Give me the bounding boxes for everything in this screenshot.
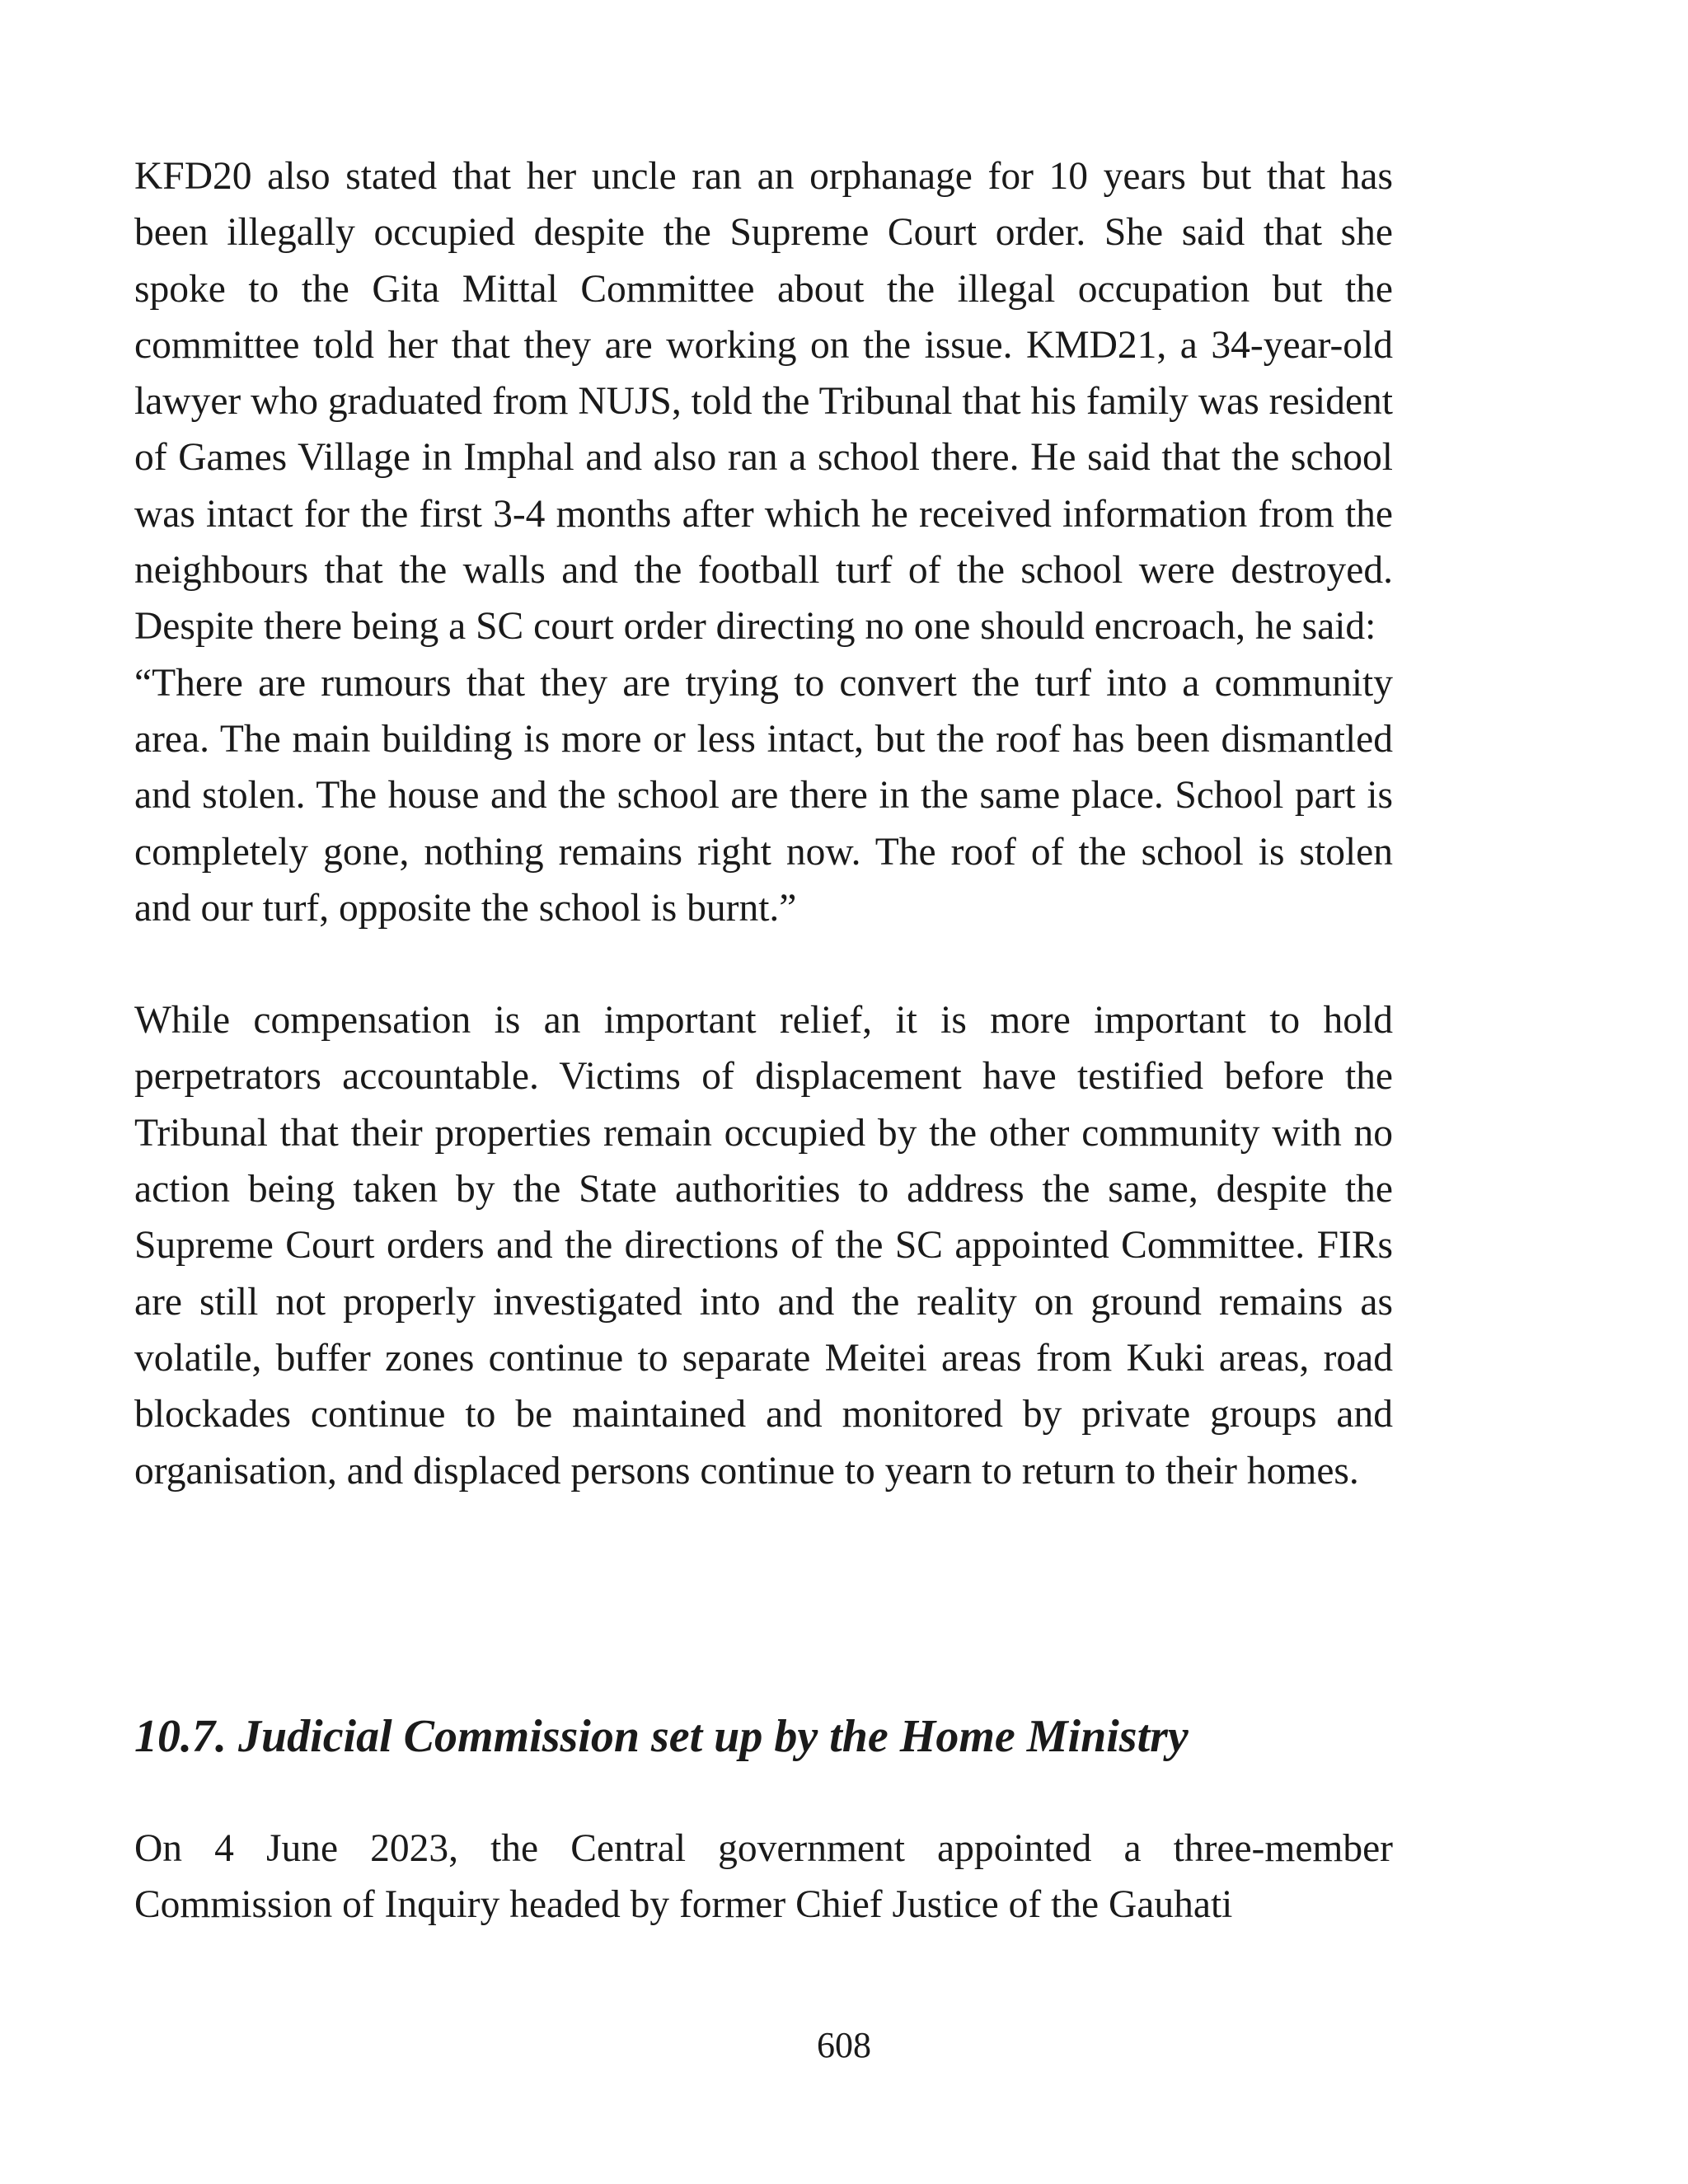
paragraph-spacer [134, 936, 1393, 992]
paragraph-commission: On 4 June 2023, the Central government appointed a three-member Commission of Inquiry headed by former Chief Justice of the Gauhati [134, 1827, 1393, 1927]
quoted-testimony: “There are rumours that they are trying to convert the turf into a community area. The main building is more or less intact, but the roof has been dismantled and stolen. The house and the school are there in the same place. School part is completely gone, nothing remains right now. The roof of the school is stolen and our turf, opposite the school is burnt.” [134, 661, 1393, 930]
section-heading: 10.7. Judicial Commission set up by the Home Ministry [134, 1711, 1189, 1762]
page-number: 608 [817, 2025, 871, 2065]
paragraph-kfd20-testimony: KFD20 also stated that her uncle ran an orphanage for 10 years but that has been illegally occupied despite the Supreme Court order. She said that she spoke to the Gita Mittal Committee about the illegal occupation but the committee told her that they are working on the issue. KMD21, a 34-year-old lawyer who graduated from NUJS, told the Tribunal that his family was resident of Games Village in Imphal and also ran a school there. He said that the school was intact for the first 3-4 months after which he received information from the neighbours that the walls and the football turf of the school were destroyed. Despite there being a SC court order directing no one should encroach, he said: [134, 155, 1393, 649]
paragraph-accountability: While compensation is an important relief, it is more important to hold perpetrators accountable. Victims of displacement have testified before the Tribunal that their properties remain occupied by the other community with no action being taken by the State authorities to address the same, despite the Supreme Court orders and the directions of the SC appointed Committee. FIRs are still not properly investigated into and the reality on ground remains as volatile, buffer zones continue to separate Meitei areas from Kuki areas, road blockades continue to be maintained and monitored by private groups and organisation, and displaced persons continue to yearn to return to their homes. [134, 999, 1393, 1493]
body-text [134, 148, 1393, 1499]
